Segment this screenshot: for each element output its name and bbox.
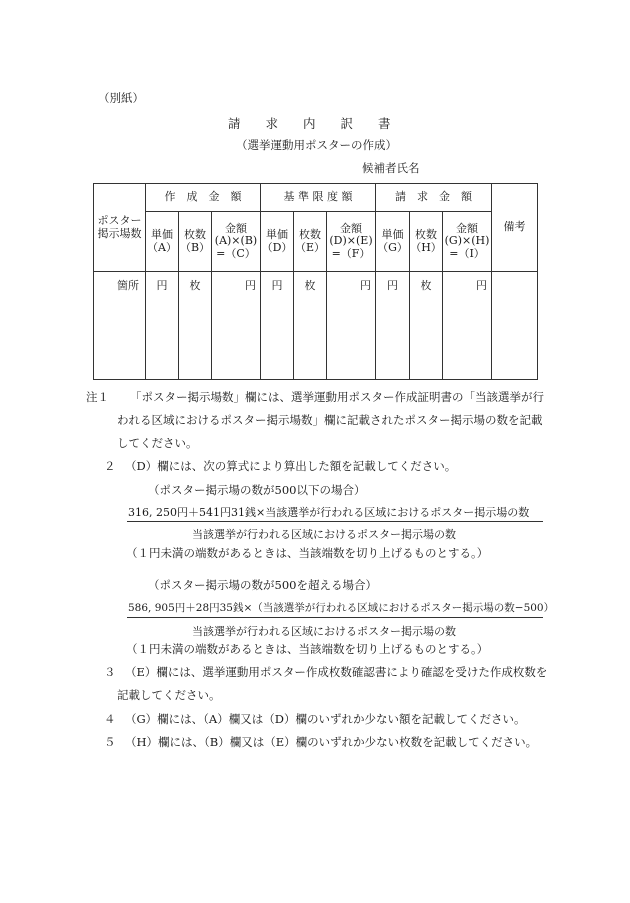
claim-amount-header: 請 求 金 額: [376, 184, 492, 212]
note-1-line-3: してください。: [117, 436, 198, 450]
table-cell-h[interactable]: 枚: [410, 272, 443, 380]
table-cell-e[interactable]: 枚: [294, 272, 327, 380]
note-3-line-1: （E）欄には、選挙運動用ポスター作成枚数確認書により確認を受けた作成枚数を: [125, 665, 548, 679]
note-3-number: ３: [104, 665, 116, 679]
case-1-formula-denominator: 当該選挙が行われる区域におけるポスター掲示場の数: [192, 528, 456, 541]
case-2-label: （ポスター掲示場の数が500を超える場合）: [148, 578, 377, 592]
unit-price-g-header: 単価 （G）: [376, 212, 410, 272]
table-cell-g[interactable]: 円: [376, 272, 410, 380]
note-5-number: ５: [104, 735, 116, 749]
case-2-rounding-note: （１円未満の端数があるときは、当該端数を切り上げるものとする。）: [126, 642, 489, 656]
table-cell-a[interactable]: 円: [146, 272, 179, 380]
production-amount-header: 作 成 金 額: [146, 184, 261, 212]
page-title: 請 求 内 訳 書: [228, 116, 391, 131]
amount-f-header: 金額 (D)×(E) =（F）: [327, 212, 376, 272]
unit-price-d-header: 単価 （D）: [261, 212, 294, 272]
table-cell-b[interactable]: 枚: [179, 272, 212, 380]
note-1-number: 注１: [86, 390, 109, 404]
note-2-line-1: （D）欄には、次の算式により算出した額を記載してください。: [125, 459, 457, 473]
case-2-fraction-line: [127, 617, 543, 618]
amount-i-header: 金額 (G)×(H) =（I）: [443, 212, 492, 272]
case-2-formula-denominator: 当該選挙が行われる区域におけるポスター掲示場の数: [192, 625, 456, 638]
case-1-rounding-note: （１円未満の端数があるときは、当該端数を切り上げるものとする。）: [126, 546, 489, 560]
table-cell-places[interactable]: 箇所: [94, 272, 146, 380]
case-1-formula-numerator: 316, 250円＋541円31銭×当該選挙が行われる区域におけるポスター掲示場の数: [128, 506, 530, 519]
case-1-label: （ポスター掲示場の数が500以下の場合）: [148, 483, 366, 497]
case-1-fraction-line: [127, 521, 543, 522]
attachment-label: （別紙）: [98, 91, 144, 105]
case-2-formula-numerator: 586, 905円＋28円35銭×（当該選挙が行われる区域におけるポスター掲示場の数−500）: [128, 602, 555, 614]
count-b-header: 枚数 （B）: [179, 212, 212, 272]
table-cell-c[interactable]: 円: [212, 272, 261, 380]
note-3-line-2: 記載してください。: [117, 688, 221, 702]
note-4-line-1: （G）欄には、（A）欄又は（D）欄のいずれか少ない額を記載してください。: [125, 712, 526, 726]
note-1-line-2: われる区域におけるポスター掲示場数」欄に記載されたポスター掲示場の数を記載: [117, 413, 543, 427]
remarks-header: 備考: [492, 184, 538, 272]
table-cell-i[interactable]: 円: [443, 272, 492, 380]
count-h-header: 枚数 （H）: [410, 212, 443, 272]
place-count-header: ポスター掲示場数: [94, 184, 146, 272]
note-1-line-1: 「ポスター掲示場数」欄には、選挙運動用ポスター作成証明書の「当該選挙が行: [130, 390, 544, 404]
invoice-breakdown-table: [93, 183, 538, 380]
note-5-line-1: （H）欄には、（B）欄又は（E）欄のいずれか少ない枚数を記載してください。: [125, 735, 538, 749]
amount-c-header: 金額 (A)×(B) =（C）: [212, 212, 261, 272]
table-cell-f[interactable]: 円: [327, 272, 376, 380]
table-cell-remarks[interactable]: [492, 272, 538, 380]
candidate-name-label: 候補者氏名: [362, 161, 420, 175]
unit-price-a-header: 単価 （A）: [146, 212, 179, 272]
table-cell-d[interactable]: 円: [261, 272, 294, 380]
count-e-header: 枚数 （E）: [294, 212, 327, 272]
note-2-number: ２: [104, 459, 116, 473]
page-subtitle: （選挙運動用ポスターの作成）: [236, 138, 397, 152]
standard-limit-header: 基 準 限 度 額: [261, 184, 376, 212]
note-4-number: ４: [104, 712, 116, 726]
